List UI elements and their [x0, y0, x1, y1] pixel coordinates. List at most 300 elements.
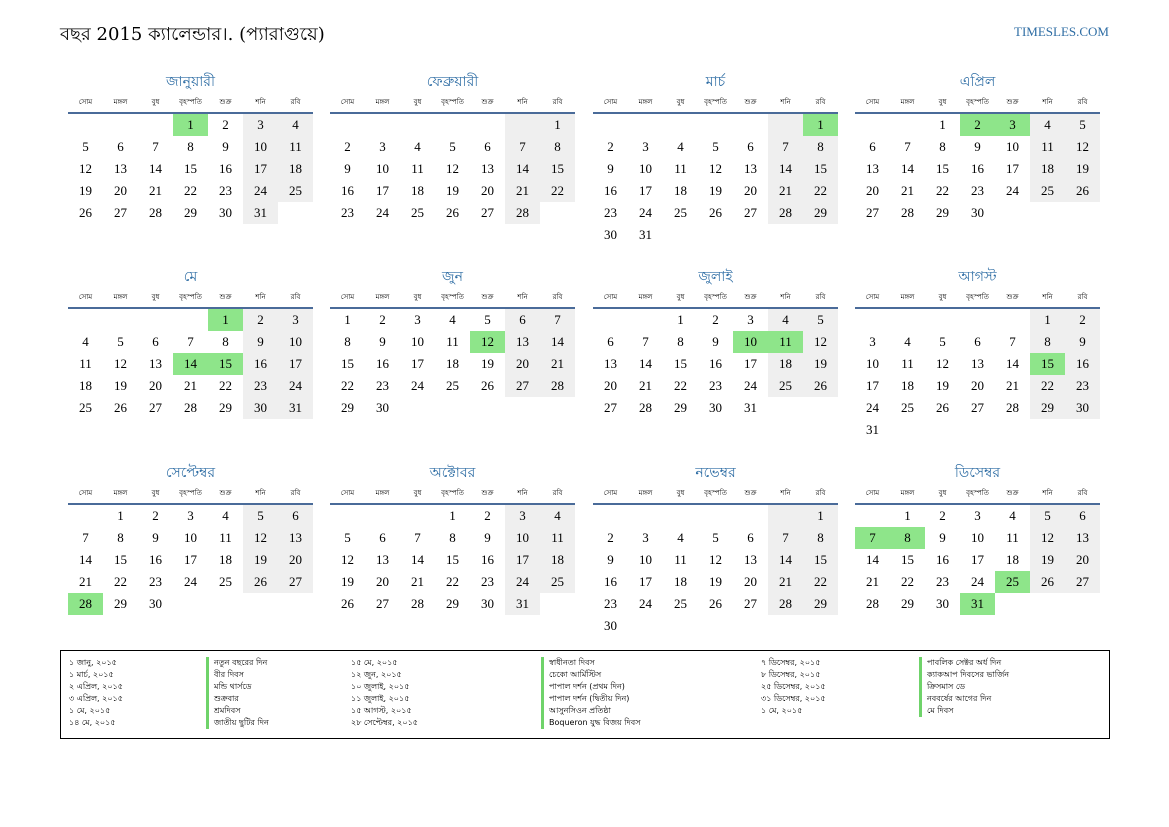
day-cell: 8: [803, 136, 838, 158]
day-cell: 18: [901, 378, 914, 393]
day-cell: 6: [869, 139, 876, 154]
day-cell: 2: [152, 508, 159, 523]
day-cell: 12: [114, 356, 127, 371]
weekday-label: বুধ: [938, 489, 947, 497]
holiday-date: ১১ জুলাই, ২০১৫: [351, 694, 410, 703]
day-cell: 27: [376, 596, 389, 611]
day-cell: 21: [1006, 378, 1019, 393]
holiday-name: পাবলিক সেক্টর অর্ধ দিন: [919, 657, 1009, 669]
day-cell: 15: [114, 552, 127, 567]
day-cell: 29: [1030, 397, 1065, 419]
day-cell: 19: [1065, 158, 1100, 180]
weekday-label: বুধ: [676, 489, 685, 497]
month-name: এপ্রিল: [959, 74, 996, 90]
day-cell: 4: [1030, 114, 1065, 136]
day-cell: 9: [939, 530, 946, 545]
day-cell: 20: [114, 183, 127, 198]
day-cell: 13: [505, 331, 540, 353]
day-cell: 21: [768, 571, 803, 593]
holiday-name: শুক্রবার: [206, 693, 269, 705]
site-link[interactable]: TIMESLES.COM: [1014, 24, 1109, 39]
day-cell: 26: [481, 378, 494, 393]
day-cell: 26: [709, 596, 722, 611]
month-name: নভেম্বর: [695, 465, 736, 481]
holiday-date-column: [69, 657, 123, 729]
weekday-label: বুধ: [676, 293, 685, 301]
day-cell: 30: [604, 618, 617, 633]
day-cell: 8: [449, 530, 456, 545]
month-calendar: [593, 463, 838, 637]
weekday-label: রবি: [552, 489, 563, 497]
day-cell: 10: [411, 334, 424, 349]
holiday-name: নববর্ষের আগের দিন: [919, 693, 1009, 705]
holiday-day-cell: 28: [68, 593, 103, 615]
day-grid: [330, 309, 575, 419]
weekday-label: বৃহস্পতি: [441, 489, 464, 497]
day-cell: 25: [411, 205, 424, 220]
day-cell: 17: [866, 378, 879, 393]
weekday-header: [855, 92, 1100, 114]
empty-cell: [330, 505, 365, 527]
day-cell: 20: [149, 378, 162, 393]
day-cell: 14: [768, 549, 803, 571]
day-cell: 28: [184, 400, 197, 415]
day-cell: 20: [604, 378, 617, 393]
weekday-label: রবি: [815, 293, 826, 301]
day-cell: 27: [149, 400, 162, 415]
day-cell: 12: [341, 552, 354, 567]
day-cell: 16: [481, 552, 494, 567]
day-grid: [330, 114, 575, 224]
day-cell: 5: [243, 505, 278, 527]
holiday-name: পাপাল দর্শন (প্রথম দিন): [541, 681, 640, 693]
weekday-label: সোম: [865, 489, 880, 497]
empty-cell: [365, 505, 400, 527]
day-cell: 18: [411, 183, 424, 198]
day-cell: 5: [117, 334, 124, 349]
day-cell: 5: [939, 334, 946, 349]
holiday-date: ৩১ ডিসেম্বর, ২০১৫: [761, 694, 826, 703]
weekday-label: মঙ্গল: [638, 98, 653, 106]
day-cell: 27: [744, 205, 757, 220]
day-cell: 31: [866, 422, 879, 437]
day-cell: 9: [344, 161, 351, 176]
day-cell: 31: [744, 400, 757, 415]
day-cell: 20: [376, 574, 389, 589]
day-cell: 18: [1006, 552, 1019, 567]
day-cell: 26: [79, 205, 92, 220]
day-cell: 3: [642, 139, 649, 154]
month-name: আগস্ট: [958, 269, 997, 285]
day-cell: 9: [974, 139, 981, 154]
weekday-label: শুক্র: [219, 293, 232, 301]
weekday-label: শুক্র: [1006, 293, 1019, 301]
day-cell: 24: [278, 375, 313, 397]
day-cell: 8: [222, 334, 229, 349]
month-calendar: [855, 72, 1100, 224]
holiday-name-column: [919, 657, 1009, 717]
weekday-label: মঙ্গল: [900, 293, 915, 301]
weekday-label: রবি: [1077, 98, 1088, 106]
day-cell: 11: [79, 356, 92, 371]
day-cell: 28: [540, 375, 575, 397]
day-cell: 2: [344, 139, 351, 154]
day-cell: 4: [677, 530, 684, 545]
empty-cell: [330, 114, 365, 136]
day-cell: 7: [768, 527, 803, 549]
day-cell: 27: [114, 205, 127, 220]
day-grid: [593, 114, 838, 246]
day-cell: 9: [484, 530, 491, 545]
day-cell: 8: [344, 334, 351, 349]
empty-cell: [855, 309, 890, 331]
day-cell: 30: [149, 596, 162, 611]
day-cell: 9: [1065, 331, 1100, 353]
day-cell: 18: [278, 158, 313, 180]
empty-cell: [698, 505, 733, 527]
day-grid: [68, 505, 313, 615]
day-cell: 20: [971, 378, 984, 393]
holiday-name: শ্রমদিবস: [206, 705, 269, 717]
day-cell: 30: [971, 205, 984, 220]
weekday-label: শুক্র: [219, 489, 232, 497]
holiday-name: চেকো আর্মিস্টিস: [541, 669, 640, 681]
holiday-name: ক্যাকআপ দিবসের ভার্জিন: [919, 669, 1009, 681]
empty-cell: [435, 114, 470, 136]
weekday-label: মঙ্গল: [375, 489, 390, 497]
day-cell: 11: [446, 334, 459, 349]
weekday-label: সোম: [78, 293, 93, 301]
day-cell: 16: [604, 574, 617, 589]
day-cell: 5: [82, 139, 89, 154]
day-cell: 24: [243, 180, 278, 202]
day-cell: 15: [803, 549, 838, 571]
day-cell: 25: [278, 180, 313, 202]
holiday-date: ১ জানু, ২০১৫: [69, 658, 117, 667]
month-calendar: [330, 72, 575, 224]
day-cell: 1: [117, 508, 124, 523]
weekday-label: বৃহস্পতি: [179, 489, 202, 497]
holiday-day-cell: 10: [733, 331, 768, 353]
month-name: সেপ্টেম্বর: [165, 465, 216, 481]
day-cell: 25: [674, 596, 687, 611]
month-name: মার্চ: [705, 74, 726, 90]
day-cell: 14: [505, 158, 540, 180]
day-cell: 5: [344, 530, 351, 545]
day-cell: 20: [744, 574, 757, 589]
day-cell: 3: [505, 505, 540, 527]
day-cell: 1: [904, 508, 911, 523]
day-cell: 18: [768, 353, 803, 375]
day-cell: 22: [341, 378, 354, 393]
day-cell: 2: [379, 312, 386, 327]
day-cell: 24: [639, 596, 652, 611]
day-cell: 7: [642, 334, 649, 349]
weekday-header: [330, 287, 575, 309]
day-cell: 24: [744, 378, 757, 393]
weekday-label: শনি: [1042, 489, 1053, 497]
empty-cell: [593, 309, 628, 331]
day-cell: 6: [747, 139, 754, 154]
day-cell: 13: [114, 161, 127, 176]
holiday-day-cell: 2: [960, 114, 995, 136]
day-cell: 10: [639, 552, 652, 567]
day-cell: 14: [768, 158, 803, 180]
day-cell: 15: [341, 356, 354, 371]
day-cell: 19: [709, 183, 722, 198]
day-cell: 9: [712, 334, 719, 349]
day-cell: 5: [484, 312, 491, 327]
weekday-label: মঙ্গল: [113, 293, 128, 301]
day-cell: 14: [540, 331, 575, 353]
weekday-label: সোম: [865, 293, 880, 301]
day-cell: 1: [677, 312, 684, 327]
day-cell: 1: [540, 114, 575, 136]
day-cell: 8: [187, 139, 194, 154]
day-cell: 3: [974, 508, 981, 523]
weekday-label: শুক্র: [481, 489, 494, 497]
weekday-label: শুক্র: [744, 293, 757, 301]
day-cell: 4: [414, 139, 421, 154]
empty-cell: [365, 114, 400, 136]
day-cell: 6: [974, 334, 981, 349]
day-cell: 25: [540, 571, 575, 593]
day-cell: 22: [901, 574, 914, 589]
day-cell: 21: [639, 378, 652, 393]
day-cell: 15: [803, 158, 838, 180]
day-cell: 23: [709, 378, 722, 393]
day-cell: 25: [79, 400, 92, 415]
day-cell: 27: [1065, 571, 1100, 593]
holiday-name: আসুনসিওন প্রতিষ্ঠা: [541, 705, 640, 717]
day-cell: 24: [1006, 183, 1019, 198]
day-cell: 23: [604, 205, 617, 220]
weekday-label: শনি: [517, 98, 528, 106]
weekday-label: মঙ্গল: [638, 489, 653, 497]
day-cell: 24: [971, 574, 984, 589]
holiday-date-column: [761, 657, 826, 717]
day-cell: 2: [712, 312, 719, 327]
day-cell: 6: [747, 530, 754, 545]
day-cell: 27: [278, 571, 313, 593]
holiday-date: ২৫ ডিসেম্বর, ২০১৫: [761, 682, 826, 691]
weekday-header: [593, 92, 838, 114]
empty-cell: [960, 309, 995, 331]
weekday-label: মঙ্গল: [900, 98, 915, 106]
day-grid: [855, 309, 1100, 441]
day-cell: 23: [149, 574, 162, 589]
day-cell: 15: [901, 552, 914, 567]
empty-cell: [103, 114, 138, 136]
day-cell: 24: [376, 205, 389, 220]
empty-cell: [505, 114, 540, 136]
day-cell: 12: [709, 552, 722, 567]
day-cell: 13: [744, 161, 757, 176]
holiday-name: মে দিবস: [919, 705, 1009, 717]
weekday-label: শনি: [517, 293, 528, 301]
empty-cell: [470, 114, 505, 136]
day-cell: 25: [219, 574, 232, 589]
holiday-date: ৭ ডিসেম্বর, ২০১৫: [761, 658, 821, 667]
day-cell: 21: [149, 183, 162, 198]
day-cell: 3: [869, 334, 876, 349]
day-cell: 25: [901, 400, 914, 415]
day-cell: 28: [768, 202, 803, 224]
day-cell: 4: [278, 114, 313, 136]
day-cell: 6: [1065, 505, 1100, 527]
day-cell: 17: [639, 574, 652, 589]
day-cell: 17: [411, 356, 424, 371]
day-cell: 22: [1030, 375, 1065, 397]
day-cell: 15: [674, 356, 687, 371]
day-cell: 13: [604, 356, 617, 371]
empty-cell: [68, 309, 103, 331]
weekday-label: সোম: [340, 293, 355, 301]
day-cell: 27: [866, 205, 879, 220]
day-cell: 20: [505, 353, 540, 375]
day-cell: 7: [152, 139, 159, 154]
day-cell: 28: [639, 400, 652, 415]
day-cell: 4: [1009, 508, 1016, 523]
holiday-name: জাতীয় ছুটির দিন: [206, 717, 269, 729]
day-grid: [855, 505, 1100, 615]
day-cell: 7: [904, 139, 911, 154]
empty-cell: [768, 505, 803, 527]
holiday-name: Boqueron যুদ্ধ বিজয় দিবস: [541, 717, 640, 729]
holiday-date: ১ মে, ২০১৫: [761, 706, 803, 715]
holiday-date: ১৫ আগস্ট, ২০১৫: [351, 706, 412, 715]
day-cell: 26: [709, 205, 722, 220]
day-cell: 7: [768, 136, 803, 158]
day-cell: 23: [1065, 375, 1100, 397]
weekday-header: [68, 483, 313, 505]
weekday-header: [68, 92, 313, 114]
weekday-label: শনি: [780, 293, 791, 301]
weekday-label: রবি: [815, 489, 826, 497]
month-calendar: [330, 463, 575, 615]
holiday-day-cell: 25: [995, 571, 1030, 593]
day-cell: 13: [481, 161, 494, 176]
weekday-label: শুক্র: [481, 98, 494, 106]
day-cell: 6: [607, 334, 614, 349]
empty-cell: [628, 505, 663, 527]
day-cell: 25: [768, 375, 803, 397]
day-cell: 22: [803, 571, 838, 593]
holiday-day-cell: 1: [803, 114, 838, 136]
day-cell: 16: [376, 356, 389, 371]
day-cell: 18: [1030, 158, 1065, 180]
day-cell: 30: [243, 397, 278, 419]
day-cell: 21: [505, 180, 540, 202]
day-cell: 17: [639, 183, 652, 198]
day-cell: 15: [184, 161, 197, 176]
month-calendar: [855, 267, 1100, 441]
day-cell: 19: [803, 353, 838, 375]
weekday-label: শুক্র: [744, 98, 757, 106]
holiday-name-column: [206, 657, 269, 729]
day-cell: 12: [446, 161, 459, 176]
empty-cell: [68, 114, 103, 136]
day-cell: 9: [607, 161, 614, 176]
day-cell: 2: [222, 117, 229, 132]
weekday-label: বৃহস্পতি: [966, 489, 989, 497]
weekday-label: বৃহস্পতি: [441, 293, 464, 301]
day-cell: 29: [114, 596, 127, 611]
holiday-day-cell: 8: [890, 527, 925, 549]
day-cell: 7: [414, 530, 421, 545]
holiday-date: ৩ এপ্রিল, ২০১৫: [69, 694, 123, 703]
empty-cell: [68, 505, 103, 527]
day-cell: 6: [484, 139, 491, 154]
weekday-label: বৃহস্পতি: [704, 98, 727, 106]
holiday-day-cell: 3: [995, 114, 1030, 136]
day-cell: 22: [446, 574, 459, 589]
day-cell: 15: [540, 158, 575, 180]
day-cell: 24: [505, 571, 540, 593]
day-cell: 20: [1065, 549, 1100, 571]
day-cell: 29: [184, 205, 197, 220]
day-cell: 16: [243, 353, 278, 375]
weekday-header: [330, 92, 575, 114]
day-grid: [330, 505, 575, 615]
weekday-label: বুধ: [413, 489, 422, 497]
day-cell: 25: [446, 378, 459, 393]
day-cell: 19: [79, 183, 92, 198]
weekday-label: বৃহস্পতি: [704, 293, 727, 301]
weekday-label: শুক্র: [481, 293, 494, 301]
empty-cell: [890, 114, 925, 136]
day-cell: 22: [803, 180, 838, 202]
day-cell: 23: [936, 574, 949, 589]
month-name: মে: [183, 269, 198, 285]
weekday-label: বৃহস্পতি: [179, 293, 202, 301]
day-cell: 29: [446, 596, 459, 611]
day-cell: 10: [376, 161, 389, 176]
day-cell: 4: [449, 312, 456, 327]
weekday-header: [855, 483, 1100, 505]
day-cell: 11: [1030, 136, 1065, 158]
day-cell: 21: [79, 574, 92, 589]
day-cell: 19: [1030, 549, 1065, 571]
day-grid: [593, 505, 838, 637]
weekday-label: শনি: [255, 98, 266, 106]
day-cell: 26: [446, 205, 459, 220]
day-cell: 20: [278, 549, 313, 571]
day-cell: 10: [278, 331, 313, 353]
weekday-label: বুধ: [151, 489, 160, 497]
empty-cell: [593, 114, 628, 136]
day-cell: 27: [971, 400, 984, 415]
day-cell: 3: [747, 312, 754, 327]
day-cell: 14: [411, 552, 424, 567]
empty-cell: [593, 505, 628, 527]
weekday-label: বৃহস্পতি: [441, 98, 464, 106]
empty-cell: [400, 505, 435, 527]
day-cell: 23: [481, 574, 494, 589]
weekday-label: শনি: [1042, 293, 1053, 301]
month-calendar: [855, 463, 1100, 615]
day-cell: 2: [939, 508, 946, 523]
weekday-label: বুধ: [938, 293, 947, 301]
day-cell: 15: [936, 161, 949, 176]
weekday-label: শুক্র: [219, 98, 232, 106]
weekday-label: রবি: [1077, 293, 1088, 301]
day-cell: 11: [540, 527, 575, 549]
day-cell: 20: [744, 183, 757, 198]
day-cell: 10: [866, 356, 879, 371]
day-cell: 5: [449, 139, 456, 154]
weekday-label: বুধ: [938, 98, 947, 106]
